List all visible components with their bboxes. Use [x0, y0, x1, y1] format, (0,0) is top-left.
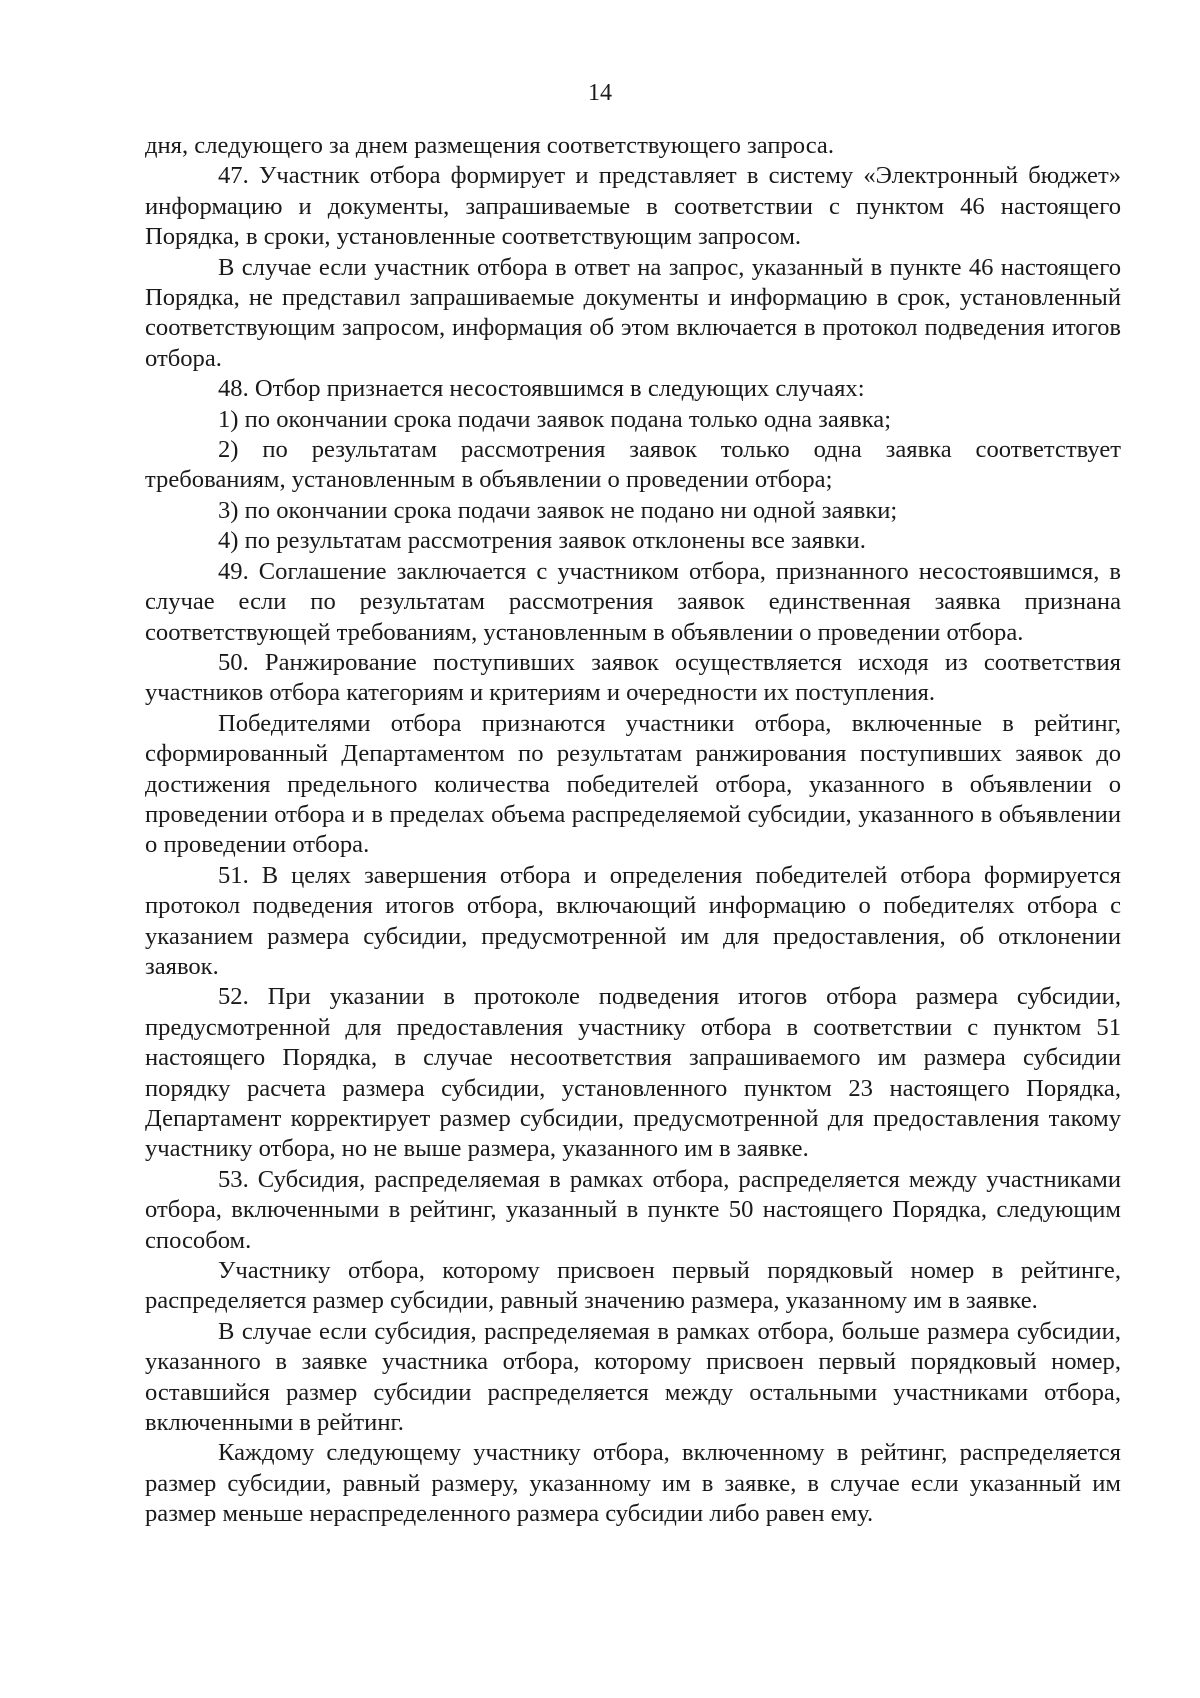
document-body — [145, 131, 1121, 1530]
paragraph-48: 48. Отбор признается несостоявшимся в следующих случаях: — [218, 375, 865, 403]
paragraph-48-item-4: 4) по результатам рассмотрения заявок отклонены все заявки. — [218, 527, 866, 555]
paragraph-53-remaining: В случае если субсидия, распределяемая в рамках отбора, больше размера субсидии, указанного в заявке участника отбора, которому присвоен первый порядковый номер, оставшийся размер субсидии распределяется между остальными участниками отбора, включенными в рейтинг. — [145, 1317, 1121, 1437]
paragraph-48-item-2: 2) по результатам рассмотрения заявок только одна заявка соответствует требованиям, установленным в объявлении о проведении отбора; — [145, 436, 1121, 494]
paragraph-53-first: Участнику отбора, которому присвоен первый порядковый номер в рейтинге, распределяется размер субсидии, равный значению размера, указанному им в заявке. — [145, 1257, 1121, 1315]
paragraph-52: 52. При указании в протоколе подведения итогов отбора размера субсидии, предусмотренной для предоставления участнику отбора в соответствии с пунктом 51 настоящего Порядка, в случае несоответствия запрашиваемого им размера субсидии порядку расчета размера субсидии, установленного пунктом 23 настоящего Порядка, Департамент корректирует размер субсидии, предусмотренной для предоставления такому участнику отбора, но не выше размера, указанного им в заявке. — [145, 983, 1121, 1163]
paragraph-47-case: В случае если участник отбора в ответ на запрос, указанный в пункте 46 настоящего Порядка, не представил запрашиваемые документы и информацию в срок, установленный соответствующим запросом, информация об этом включается в протокол подведения итогов отбора. — [145, 253, 1121, 372]
paragraph-51: 51. В целях завершения отбора и определения победителей отбора формируется протокол подведения итогов отбора, включающий информацию о победителях отбора с указанием размера субсидии, предусмотренной им для предоставления, об отклонении заявок. — [145, 861, 1121, 980]
paragraph-50-winners: Победителями отбора признаются участники отбора, включенные в рейтинг, сформированный Департаментом по результатам ранжирования поступивших заявок до достижения предельного количества победителей отбора, указанного в объявлении о проведении отбора и в пределах объема распределяемой субсидии, указанного в объявлении о проведении отбора. — [145, 709, 1121, 859]
paragraph-48-item-1: 1) по окончании срока подачи заявок подана только одна заявка; — [218, 405, 892, 433]
paragraph-48-item-3: 3) по окончании срока подачи заявок не подано ни одной заявки; — [218, 496, 898, 524]
paragraph-53-each-next: Каждому следующему участнику отбора, включенному в рейтинг, распределяется размер субсидии, равный размеру, указанному им в заявке, в случае если указанный им размер меньше нераспределенного размера субсидии либо равен ему. — [145, 1439, 1121, 1528]
paragraph-continuation: дня, следующего за днем размещения соответствующего запроса. — [145, 132, 834, 159]
paragraph-49: 49. Соглашение заключается с участником отбора, признанного несостоявшимся, в случае если по результатам рассмотрения заявок единственная заявка признана соответствующей требованиям, установленным в объявлении о проведении отбора. — [145, 557, 1121, 646]
page-number: 14 — [588, 80, 612, 106]
paragraph-47: 47. Участник отбора формирует и представляет в систему «Электронный бюджет» информацию и документы, запрашиваемые в соответствии с пунктом 46 настоящего Порядка, в сроки, установленные соответствующим запросом. — [145, 162, 1121, 251]
paragraph-50: 50. Ранжирование поступивших заявок осуществляется исходя из соответствия участников отбора категориям и критериям и очередности их поступления. — [145, 648, 1121, 707]
paragraph-53: 53. Субсидия, распределяемая в рамках отбора, распределяется между участниками отбора, включенными в рейтинг, указанный в пункте 50 настоящего Порядка, следующим способом. — [145, 1165, 1121, 1254]
